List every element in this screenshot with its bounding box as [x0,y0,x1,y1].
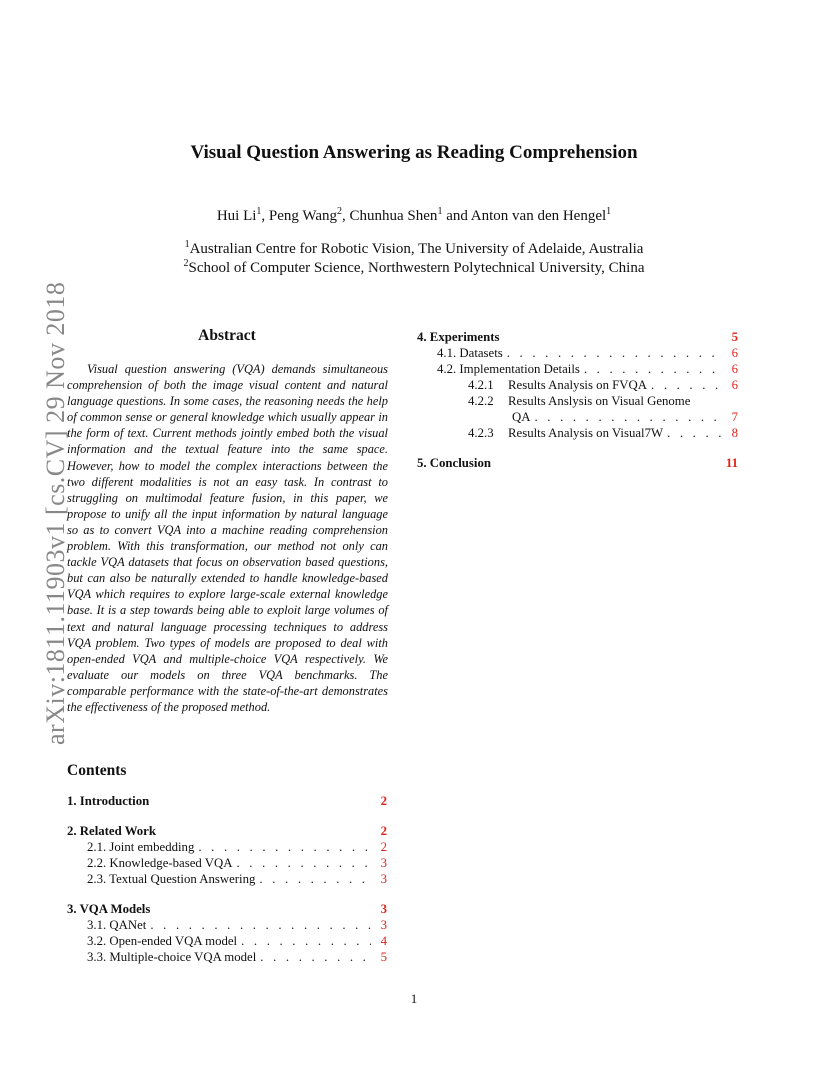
toc-leader-dots [198,839,371,855]
toc-entry-title: 5. Conclusion [417,456,491,470]
affiliation-text: School of Computer Science, Northwestern Polytechnical University, China [188,260,645,276]
toc-entry[interactable] [417,393,738,409]
toc-entry-label [437,361,580,377]
author-affiliation-marker: 2 [337,206,343,217]
toc-page-link[interactable]: 6 [731,378,738,392]
affiliation-2 [0,260,828,277]
author-affiliation-marker: 1 [606,206,612,217]
toc-entry[interactable] [417,425,738,441]
toc-page-link[interactable]: 7 [731,410,738,424]
toc-entry[interactable] [417,455,738,471]
toc-entry-title: 3.3. Multiple-choice VQA model [87,950,257,964]
toc-entry-label [87,871,255,887]
toc-entry-label [87,933,237,949]
toc-entry[interactable] [67,823,387,839]
abstract-body: Visual question answering (VQA) demands simultaneous comprehension of both the image visual content and natural language questions. In some cases, the reasoning needs the help of common sense or general knowledge which usually appear in the form of text. Current methods jointly embed both the visual information and the textual feature into the same space. However, how to model the complex interactions between the two different modalities is not an easy task. In contrast to struggling on multimodal feature fusion, in this paper, we propose to unify all the input information by natural language so as to convert VQA into a machine reading comprehension problem. With this transformation, our method not only can tackle VQA datasets that focus on observation based questions, but can also be naturally extended to handle knowledge-based VQA which requires to explore large-scale external knowledge base. It is a step towards being able to exploit large volumes of text and natural language processing techniques to address VQA problem. Two types of models are proposed to deal with open-ended VQA and multiple-choice VQA respectively. We evaluate our models on three VQA benchmarks. The comparable performance with the state-of-the-art demonstrates the effectiveness of the proposed method. [67,362,388,714]
toc-entry[interactable] [67,949,387,965]
toc-page-link[interactable]: 2 [380,840,387,854]
toc-entry-number: 4.2.1 [468,378,494,392]
toc-page-link[interactable]: 5 [731,330,738,344]
toc-page-link[interactable]: 8 [731,426,738,440]
toc-leader-dots [260,949,371,965]
toc-entry-label [468,377,647,393]
toc-entry-number: 4.2.2 [468,394,494,408]
toc-entry-title: 3.2. Open-ended VQA model [87,934,238,948]
author-name: Hui Li [216,208,257,224]
toc-page-link[interactable]: 5 [380,950,387,964]
toc-entry[interactable] [417,329,738,345]
toc-page-link[interactable]: 3 [380,902,387,916]
toc-entry-title: 2. Related Work [67,824,156,838]
toc-leader-dots [651,377,722,393]
toc-entry[interactable] [417,361,738,377]
toc-entry[interactable] [67,917,387,933]
toc-entry-label [67,901,150,917]
toc-entry-title: 4. Experiments [417,330,500,344]
toc-leader-dots [259,871,371,887]
toc-leader-dots [667,425,722,441]
toc-entry[interactable] [67,839,387,855]
toc-entry[interactable] [67,855,387,871]
toc-entry-title: Results Anslysis on Visual Genome [508,394,691,408]
toc-entry-label [468,425,663,441]
toc-leader-dots [241,933,371,949]
toc-page-link[interactable]: 6 [731,362,738,376]
toc-leader-dots [150,917,371,933]
toc-entry[interactable] [67,901,387,917]
toc-entry-title: QA [512,410,531,424]
toc-entry-title: 4.1. Datasets [437,346,503,360]
author-name: Anton van den Hengel [470,208,607,224]
toc-page-link[interactable]: 6 [731,346,738,360]
toc-entry-label [87,949,256,965]
toc-entry-title: 3.1. QANet [87,918,147,932]
toc-entry-label [512,409,530,425]
toc-entry-label [417,455,491,471]
toc-entry-label [87,917,146,933]
toc-entry[interactable] [67,793,387,809]
toc-entry-label [67,793,149,809]
toc-entry-title: 1. Introduction [67,794,150,808]
toc-entry[interactable] [417,377,738,393]
toc-leader-dots [507,345,722,361]
toc-entry-title: 2.2. Knowledge-based VQA [87,856,233,870]
toc-entry-label [437,345,503,361]
toc-entry-label [87,855,232,871]
toc-page-link[interactable]: 2 [380,824,387,838]
toc-entry-title: 4.2. Implementation Details [437,362,580,376]
toc-page-link[interactable]: 3 [380,856,387,870]
toc-entry-title: Results Analysis on Visual7W [508,426,664,440]
toc-page-link[interactable]: 11 [725,456,738,470]
toc-entry-title: 2.1. Joint embedding [87,840,195,854]
toc-leader-dots [584,361,722,377]
toc-entry-label [417,329,499,345]
affiliation-marker: 2 [183,258,189,269]
contents-heading: Contents [67,762,127,779]
toc-entry-title: Results Analysis on FVQA [508,378,648,392]
toc-entry-title: 3. VQA Models [67,902,151,916]
author-name: Peng Wang [268,208,338,224]
toc-entry[interactable] [417,345,738,361]
toc-right-column [417,329,738,471]
toc-entry-label [67,823,156,839]
toc-left-column [67,793,387,965]
affiliation-text: Australian Centre for Robotic Vision, The University of Adelaide, Australia [189,241,644,257]
affiliation-1 [0,241,828,258]
toc-page-link[interactable]: 3 [380,872,387,886]
toc-entry[interactable] [67,871,387,887]
paper-title: Visual Question Answering as Reading Comprehension [190,142,638,163]
arxiv-side-stamp: arXiv:1811.11903v1 [cs.CV] 29 Nov 2018 [41,281,70,745]
page-number: 1 [410,991,418,1006]
toc-page-link[interactable]: 2 [380,794,387,808]
toc-page-link[interactable]: 3 [380,918,387,932]
author-name: Chunhua Shen [349,208,438,224]
author-list: Hui Li$^1$, Peng Wang$^2$, Chunhua Shen$^1$ and Anton van den Hengel$^1$ [216,206,612,224]
toc-entry[interactable] [67,933,387,949]
toc-entry-number: 4.2.3 [468,426,494,440]
affiliation-marker: 1 [184,239,190,250]
toc-entry-label [468,393,690,409]
abstract-heading: Abstract [198,327,256,344]
toc-entry[interactable] [417,409,738,425]
toc-entry-title: 2.3. Textual Question Answering [87,872,256,886]
author-affiliation-marker: 1 [256,206,262,217]
author-affiliation-marker: 1 [437,206,443,217]
toc-entry-label [87,839,194,855]
toc-leader-dots [236,855,371,871]
toc-page-link[interactable]: 4 [380,934,387,948]
toc-leader-dots [534,409,722,425]
